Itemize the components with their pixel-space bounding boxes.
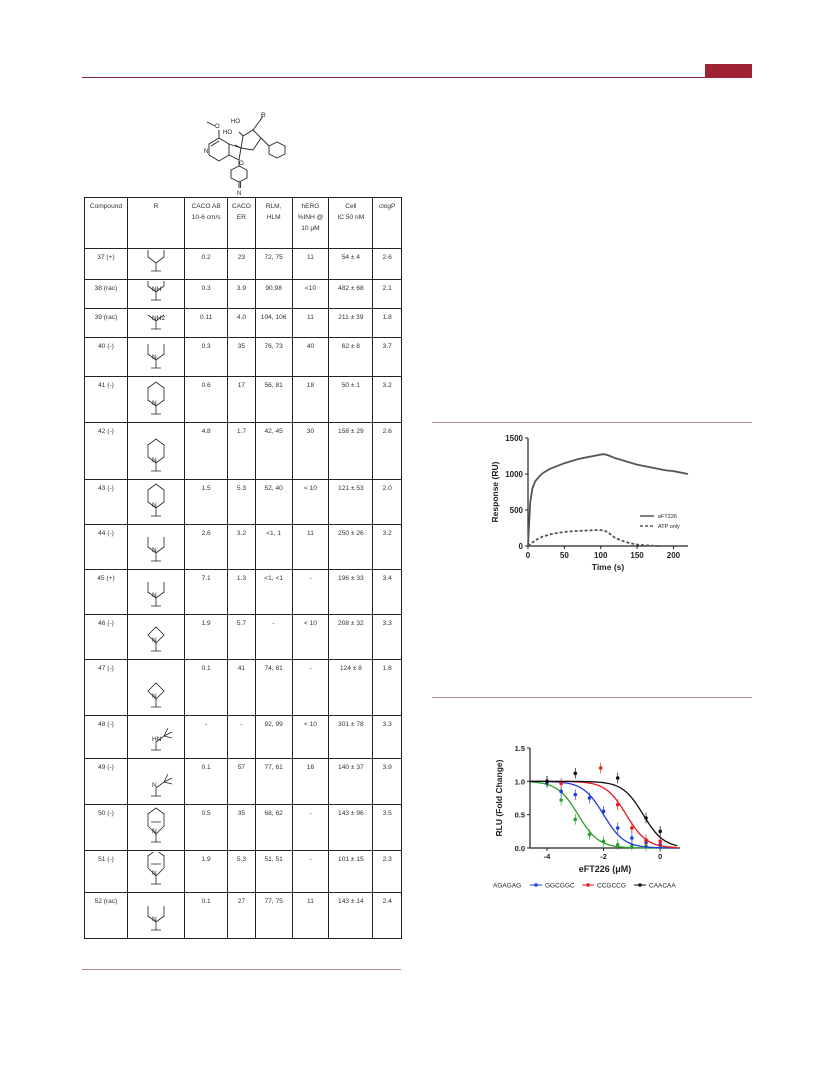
legend-label-0: AGAGAG [493,882,522,890]
cell-caco-ab: 1.5 [185,480,228,525]
table-row [85,759,402,805]
cell-caco-er: 57 [228,759,256,805]
cell-caco-ab: 0.3 [185,280,228,309]
cell-caco-ab: 0.1 [185,660,228,716]
y-axis-label: RLU (Fold Change) [494,759,504,837]
legend-marker-3 [638,883,642,887]
series-line-1 [528,530,659,546]
cell-herg: <10 [292,280,329,309]
cell-rlm-hlm: <1, 1 [255,525,292,570]
y-tick-label: 1.0 [514,777,525,787]
x-tick-label: -4 [543,852,551,861]
r-group-structure [142,760,180,802]
cell-caco-er: 35 [228,805,256,851]
r-group-structure [142,339,180,374]
cell-caco-ab: 1.9 [185,615,228,660]
table-row [85,851,402,893]
cell-clogp: 2.6 [373,423,402,480]
cell-rlm-hlm: 52, 40 [255,480,292,525]
cell-ic50: 143 ± 14 [329,893,373,939]
cell-compound: 48 (-) [85,716,128,759]
cell-caco-er: 3.2 [228,525,256,570]
cell-rlm-hlm: 72, 75 [255,249,292,280]
cell-rlm-hlm: 74, 81 [255,660,292,716]
cell-herg: < 10 [292,615,329,660]
legend-label-1: GGCGGC [545,882,575,890]
table-row [85,377,402,423]
cell-clogp: 3.2 [373,525,402,570]
scaffold-o-furan: O [239,161,244,167]
cell-herg: 18 [292,377,329,423]
cell-r [127,338,184,377]
compound-table [84,197,402,939]
cell-caco-ab: 1.9 [185,851,228,893]
y-tick-label: 500 [509,506,523,515]
y-tick-label: 0.5 [514,810,525,820]
cell-caco-ab: 0.1 [185,893,228,939]
cell-rlm-hlm: 77, 61 [255,759,292,805]
col-caco-er: CACO ER [228,198,256,249]
col-clogp: clogP [373,198,402,249]
table-row [85,570,402,615]
cell-caco-er: 5.7 [228,615,256,660]
cell-r [127,377,184,423]
cell-compound: 46 (-) [85,615,128,660]
r-group-structure [142,310,180,335]
r-group-label: N [151,400,157,407]
y-tick-label: 1500 [505,434,523,443]
cell-caco-ab: 0.1 [185,759,228,805]
cell-caco-ab: 4.8 [185,423,228,480]
table-row [85,805,402,851]
table-row [85,525,402,570]
y-tick-label: 0.0 [514,844,525,853]
table-row [85,893,402,939]
x-tick-label: 0 [658,852,663,861]
cell-r [127,249,184,280]
table-row [85,480,402,525]
cell-caco-er: 27 [228,893,256,939]
cell-compound: 43 (-) [85,480,128,525]
cell-clogp: 2.0 [373,480,402,525]
cell-compound: 51 (-) [85,851,128,893]
cell-rlm-hlm: 76, 73 [255,338,292,377]
table-row [85,249,402,280]
cell-compound: 39 (rac) [85,309,128,338]
cell-compound: 40 (-) [85,338,128,377]
cell-herg: 11 [292,893,329,939]
r-group-label: N [151,693,157,700]
cell-compound: 45 (+) [85,570,128,615]
r-group-structure [142,481,180,522]
series-line-0 [528,454,688,546]
cell-r [127,570,184,615]
cell-clogp: 2.6 [373,249,402,280]
cell-caco-er: 5.3 [228,480,256,525]
scaffold-r: R [261,112,266,119]
cell-ic50: 50 ± 1 [329,377,373,423]
y-tick-label: 1.5 [514,744,525,753]
cell-ic50: 211 ± 39 [329,309,373,338]
cell-ic50: 124 ± 8 [329,660,373,716]
col-caco-ab: CACO AB 10-6 cm/s [185,198,228,249]
cell-compound: 37 (+) [85,249,128,280]
cell-herg: 11 [292,525,329,570]
x-tick-label: 50 [559,551,569,560]
scaffold-n-pyridine: N [204,149,209,155]
table-row [85,309,402,338]
cell-compound: 49 (-) [85,759,128,805]
cell-ic50: 250 ± 26 [329,525,373,570]
cell-ic50: 140 ± 37 [329,759,373,805]
cell-clogp: 3.3 [373,716,402,759]
r-group-label: N [151,547,157,554]
cell-r [127,759,184,805]
r-group-label: N [151,354,157,361]
x-axis-label: Time (s) [591,562,625,572]
r-group-structure [142,571,180,612]
table-header-row [85,198,402,249]
table-row [85,660,402,716]
cell-ic50: 62 ± 8 [329,338,373,377]
r-group-label: N [151,502,157,509]
cell-ic50: 301 ± 78 [329,716,373,759]
cell-r [127,480,184,525]
scaffold-o-methoxy: O [215,124,220,130]
table-bottom-rule [82,969,401,970]
cell-caco-er: 41 [228,660,256,716]
r-group-structure [142,281,180,306]
r-group-structure [142,661,180,713]
cell-r [127,280,184,309]
cell-clogp: 2.4 [373,893,402,939]
cell-caco-ab: 0.6 [185,377,228,423]
table-row [85,423,402,480]
cell-rlm-hlm: 56, 81 [255,377,292,423]
cell-caco-er: 1.7 [228,423,256,480]
cell-ic50: 101 ± 15 [329,851,373,893]
cell-rlm-hlm: 51, 51 [255,851,292,893]
cell-r [127,805,184,851]
r-group-label: HN [151,736,162,743]
cell-r [127,525,184,570]
r-group-structure [142,250,180,277]
cell-ic50: 121 ± 53 [329,480,373,525]
cell-compound: 44 (-) [85,525,128,570]
cell-rlm-hlm: 104, 106 [255,309,292,338]
cell-herg: - [292,805,329,851]
cell-caco-er: 35 [228,338,256,377]
cell-caco-ab: 0.2 [185,249,228,280]
cell-herg: 16 [292,759,329,805]
cell-rlm-hlm: 68, 62 [255,805,292,851]
r-group-label: NH [151,286,162,293]
cell-rlm-hlm: <1, <1 [255,570,292,615]
cell-r [127,893,184,939]
table-row [85,280,402,309]
table-row [85,615,402,660]
legend-marker-2 [586,883,590,887]
scaffold-n-cyano: N [237,191,242,196]
cell-compound: 38 (rac) [85,280,128,309]
cell-herg: 40 [292,338,329,377]
cell-caco-ab: 2.6 [185,525,228,570]
cell-rlm-hlm: 90,98 [255,280,292,309]
cell-clogp: 2.3 [373,851,402,893]
x-tick-label: 0 [525,551,531,560]
cell-r [127,660,184,716]
cell-ic50: 482 ± 68 [329,280,373,309]
cell-herg: 30 [292,423,329,480]
cell-clogp: 3.3 [373,615,402,660]
cell-clogp: 3.2 [373,377,402,423]
cell-herg: < 10 [292,480,329,525]
x-axis-label: eFT226 (μM) [578,864,632,874]
cell-r [127,423,184,480]
cell-clogp: 3.7 [373,338,402,377]
legend-label-1: ATP only [658,524,680,530]
cell-r [127,851,184,893]
cell-compound: 41 (-) [85,377,128,423]
cell-herg: 11 [292,309,329,338]
col-rlm-hlm: RLM, HLM [255,198,292,249]
x-tick-label: -2 [600,852,607,861]
cell-r [127,309,184,338]
cell-clogp: 1.8 [373,660,402,716]
r-group-structure [142,894,180,936]
r-group-structure [142,378,180,420]
cell-clogp: 3.9 [373,759,402,805]
r-group-label: N [151,637,157,644]
spr-sensorgram-chart [488,430,698,578]
cell-rlm-hlm: 42, 45 [255,423,292,480]
r-group-structure [142,616,180,657]
cell-ic50: 208 ± 32 [329,615,373,660]
legend-label-3: CAACAA [649,882,676,890]
r-group-label: N [151,828,157,835]
cell-ic50: 143 ± 96 [329,805,373,851]
cell-compound: 42 (-) [85,423,128,480]
scaffold-structure [195,108,295,196]
cell-caco-er: 1.3 [228,570,256,615]
legend-marker-1 [534,883,538,887]
r-group-structure [142,852,180,890]
cell-caco-ab: 7.1 [185,570,228,615]
r-group-label: N [151,782,157,789]
r-group-structure [142,424,180,477]
cell-rlm-hlm: 77, 75 [255,893,292,939]
header-accent-tab [705,64,752,78]
col-r: R [127,198,184,249]
cell-caco-er: 4.0 [228,309,256,338]
y-axis-label: Response (RU) [490,461,500,523]
col-herg: hERG %INH @ 10 μM [292,198,329,249]
cell-r [127,716,184,759]
legend-label-2: CCGCCG [597,882,626,890]
y-tick-label: 0 [518,542,523,551]
legend-label-0: eFT226 [658,514,677,520]
cell-clogp: 1.8 [373,309,402,338]
figure-rule-1 [432,422,752,423]
r-group-label: N [151,916,157,923]
x-tick-label: 200 [666,551,681,560]
r-group-label: N [151,592,157,599]
cell-ic50: 196 ± 33 [329,570,373,615]
cell-herg: - [292,660,329,716]
r-group-label: N [151,870,157,877]
r-group-label: N [151,457,157,464]
cell-clogp: 3.5 [373,805,402,851]
cell-caco-ab: - [185,716,228,759]
header-rule [82,77,752,78]
cell-clogp: 2.1 [373,280,402,309]
cell-r [127,615,184,660]
r-group-label: NH2 [151,315,165,322]
figure-rule-2 [432,697,752,698]
col-cell-ic50: Cell IC 50 nM [329,198,373,249]
scaffold-ho-mid: HO [223,130,232,136]
cell-caco-er: - [228,716,256,759]
r-group-structure [142,526,180,567]
cell-caco-ab: 0.3 [185,338,228,377]
x-tick-label: 100 [594,551,608,560]
x-tick-label: 150 [630,551,644,560]
cell-compound: 47 (-) [85,660,128,716]
table-row [85,716,402,759]
cell-herg: - [292,570,329,615]
cell-ic50: 54 ± 4 [329,249,373,280]
col-compound: Compound [85,198,128,249]
dose-response-chart [490,740,700,892]
cell-caco-er: 17 [228,377,256,423]
r-group-structure [142,717,180,756]
y-tick-label: 1000 [505,470,523,479]
cell-caco-ab: 0.5 [185,805,228,851]
cell-caco-ab: 0.11 [185,309,228,338]
cell-herg: < 10 [292,716,329,759]
cell-caco-er: 23 [228,249,256,280]
cell-rlm-hlm: - [255,615,292,660]
cell-caco-er: 5.3 [228,851,256,893]
cell-herg: 11 [292,249,329,280]
cell-rlm-hlm: 92, 99 [255,716,292,759]
cell-caco-er: 3.9 [228,280,256,309]
cell-ic50: 158 ± 29 [329,423,373,480]
table-row [85,338,402,377]
cell-compound: 50 (-) [85,805,128,851]
cell-herg: - [292,851,329,893]
scaffold-ho-top: HO [231,119,240,125]
cell-compound: 52 (rac) [85,893,128,939]
r-group-structure [142,806,180,848]
cell-clogp: 3.4 [373,570,402,615]
